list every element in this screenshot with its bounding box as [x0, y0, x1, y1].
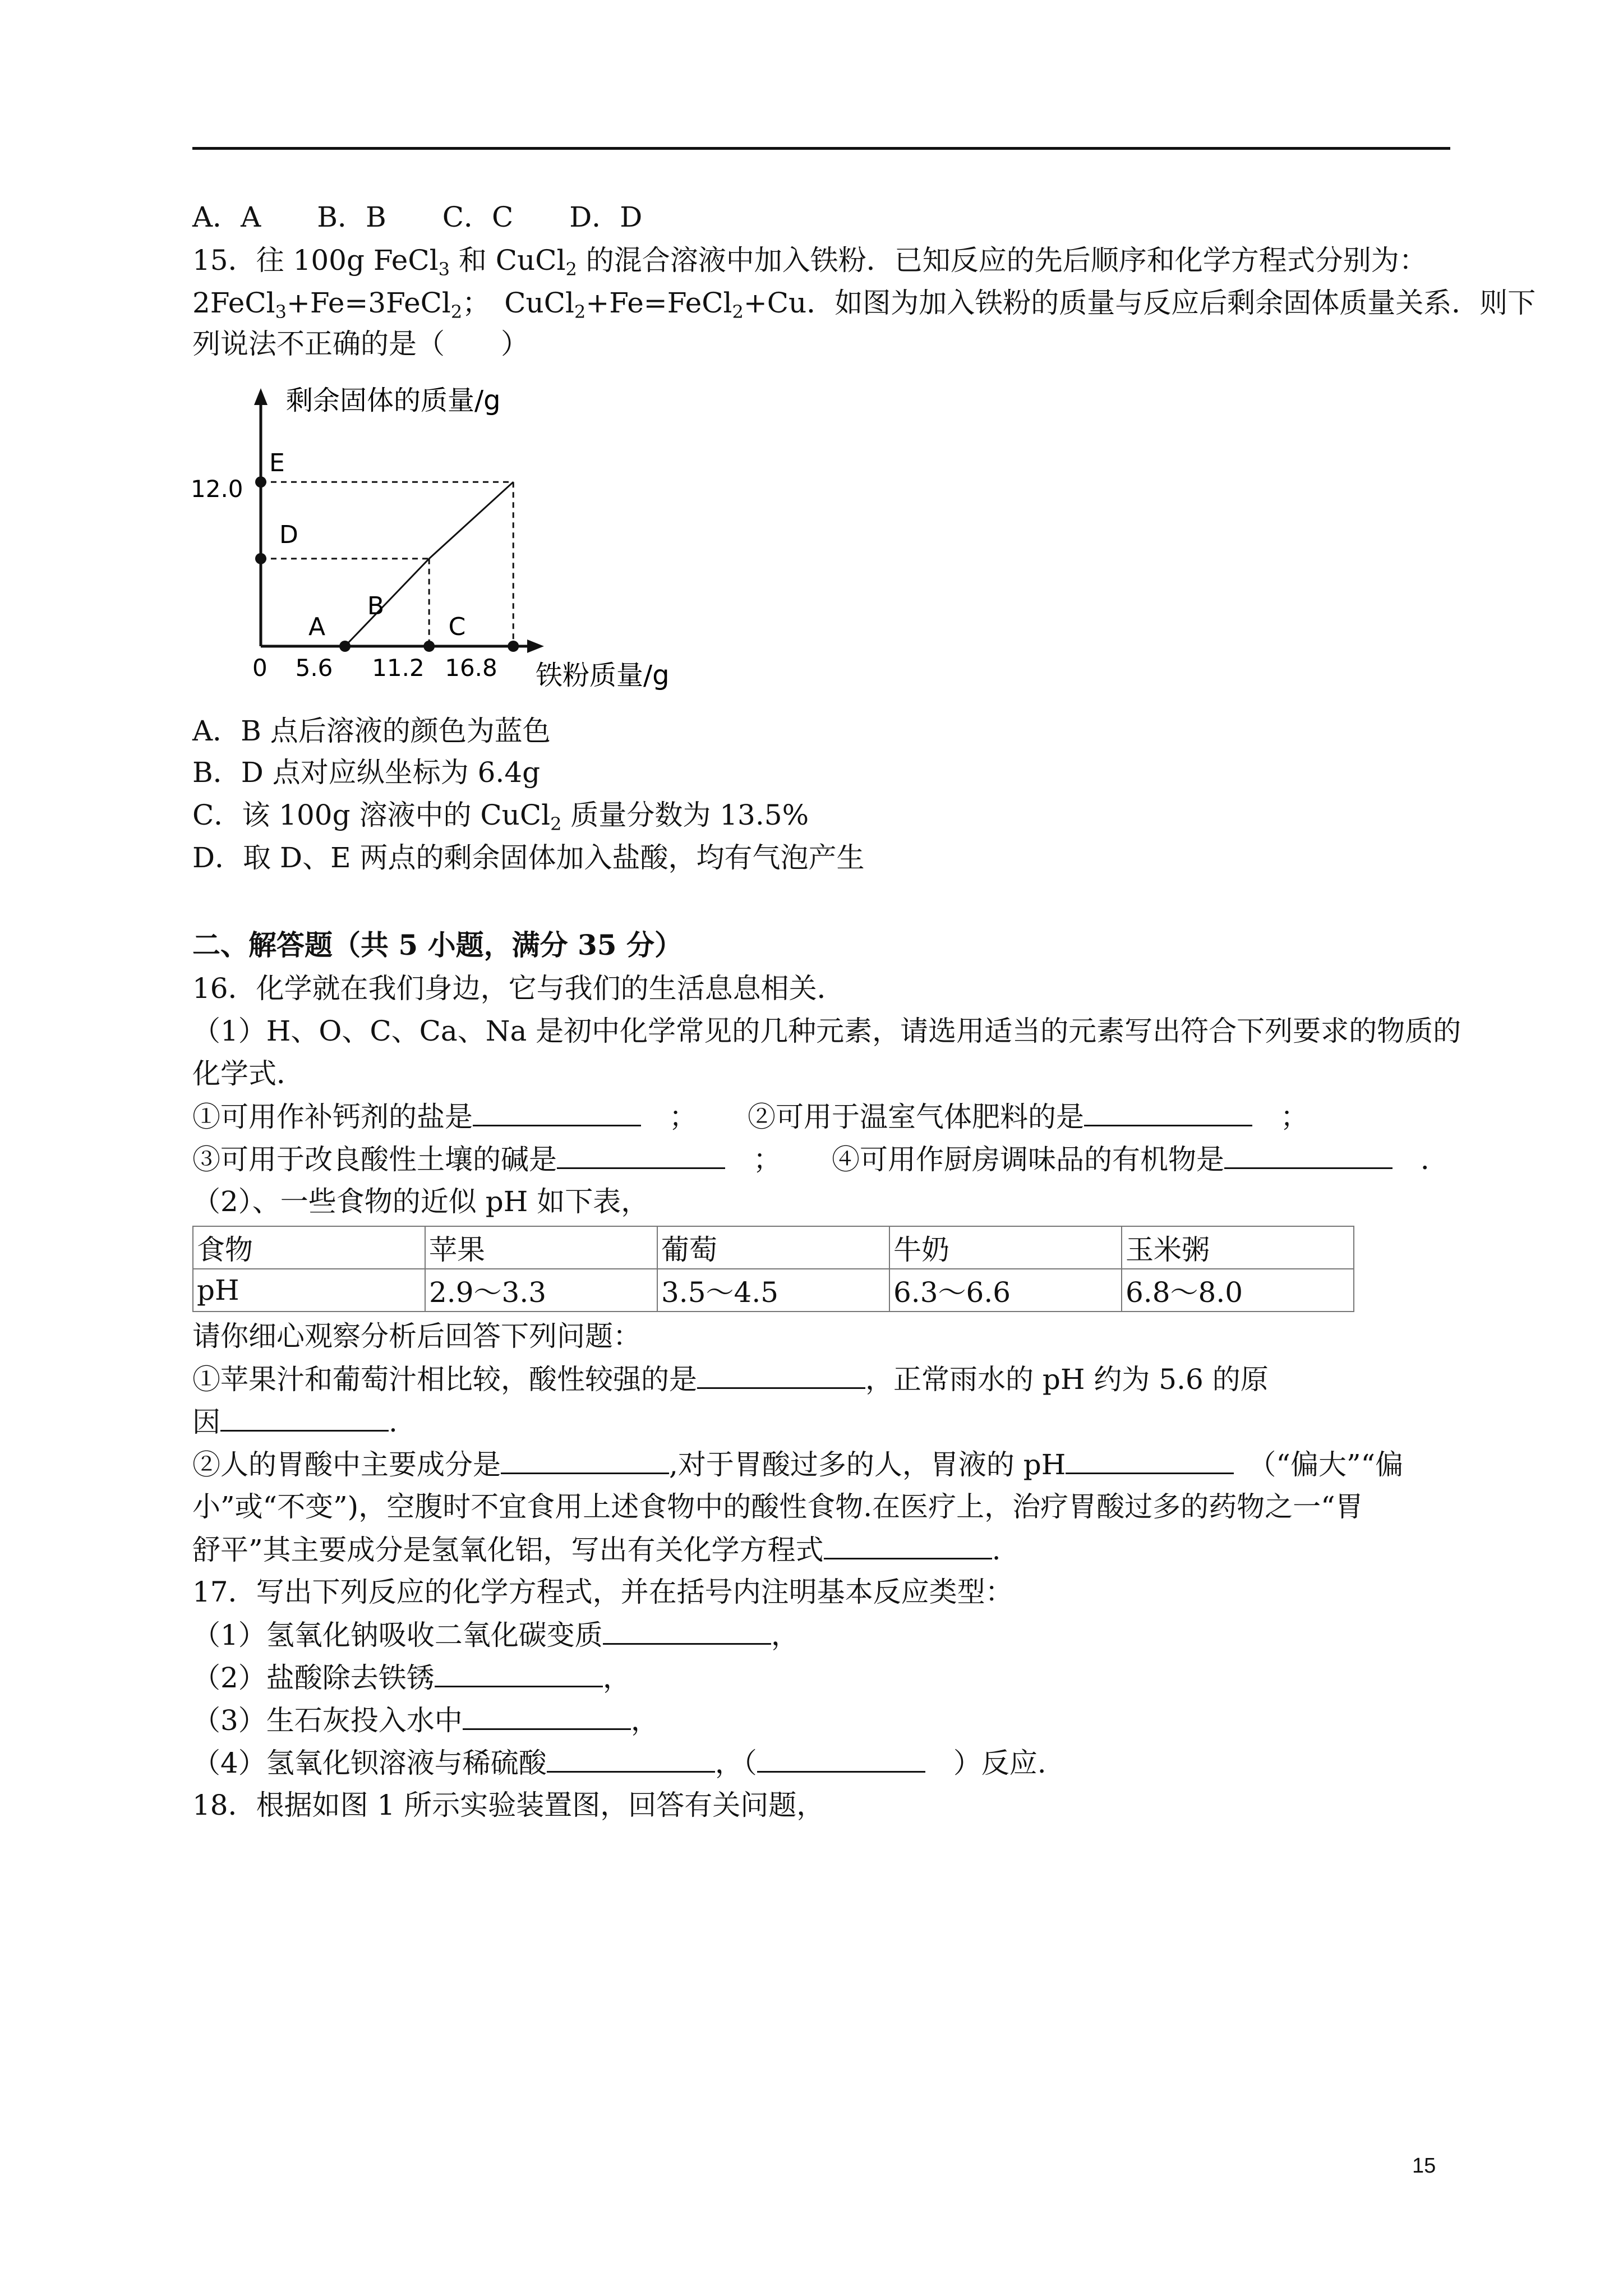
q16-question2-cont: 小”或“不变”)，空腹时不宜食用上述食物中的酸性食物.在医疗上，治疗胃酸过多的药物之一“胃: [192, 1490, 1363, 1523]
q16-question2: ②人的胃酸中主要成分是 ,对于胃酸过多的人，胃液的 pH （“偏大”“偏: [192, 1443, 1450, 1485]
table-row: [193, 1226, 1354, 1269]
q15-option-b: B．D 点对应纵坐标为 6.4g: [192, 756, 541, 789]
answer-blank[interactable]: [463, 1699, 631, 1730]
q14-options: A．A B．B C．C D．D: [192, 201, 643, 233]
answer-blank[interactable]: [1066, 1443, 1234, 1474]
q17-item3: （3）生石灰投入水中 ，: [192, 1699, 1450, 1741]
answer-blank[interactable]: [757, 1742, 925, 1773]
table-cell: 牛奶: [889, 1226, 1122, 1269]
table-cell: 6.8～8.0: [1122, 1269, 1354, 1312]
q17-item2: （2）盐酸除去铁锈 ，: [192, 1657, 1450, 1699]
data-point-x-axis: [508, 641, 519, 652]
q16-ask: 请你细心观察分析后回答下列问题：: [192, 1320, 641, 1352]
answer-blank[interactable]: [1084, 1096, 1252, 1126]
point-label-a: A: [308, 613, 326, 641]
table-row: [193, 1269, 1354, 1312]
point-label-d: D: [279, 521, 298, 549]
q15-chart: [185, 365, 690, 701]
ph-table: [192, 1226, 1354, 1312]
y-tick-label: 12.0: [191, 475, 243, 503]
q16-part1-line2: 化学式．: [192, 1057, 305, 1090]
point-label-e: E: [269, 449, 285, 477]
table-cell: 苹果: [425, 1226, 657, 1269]
q16-items-row2: ③可用于改良酸性土壤的碱是 ； ④可用作厨房调味品的有机物是 ．: [192, 1138, 1450, 1180]
q16-part2: （2）、一些食物的近似 pH 如下表，: [192, 1185, 649, 1218]
x-tick-label: 16.8: [445, 654, 497, 682]
x-tick-label: 11.2: [372, 654, 425, 682]
q17-item4: （4）氢氧化钡溶液与稀硫酸 ，（ ）反应.: [192, 1742, 1450, 1784]
answer-blank[interactable]: [435, 1657, 603, 1687]
data-point-x-axis: [423, 641, 435, 652]
q16-question2-end: 舒平”其主要成分是氢氧化铝，写出有关化学方程式 .: [192, 1529, 1450, 1571]
y-axis-label: 剩余固体的质量/g: [286, 385, 501, 416]
answer-blank[interactable]: [220, 1401, 389, 1432]
q15-line2: 2FeCl$_3$+Fe=3FeCl$_2$； CuCl$_2$+Fe=FeCl$_2$+Cu．如图为加入铁粉的质量与反应后剩余固体质量关系．则下: [192, 287, 1536, 323]
data-point-x-axis: [339, 641, 351, 652]
point-label-b: B: [367, 592, 385, 620]
x-axis-label: 铁粉质量/g: [536, 660, 670, 691]
x-axis-arrow: [527, 639, 544, 653]
section-heading: 二、解答题（共 5 小题，满分 35 分）: [192, 928, 683, 961]
q15-option-a: A．B 点后溶液的颜色为蓝色: [192, 715, 551, 747]
chart-guides: [261, 482, 513, 646]
q17-item1: （1）氢氧化钠吸收二氧化碳变质 ，: [192, 1614, 1450, 1656]
table-cell: 食物: [193, 1226, 425, 1269]
q15-option-c: C．该 100g 溶液中的 CuCl$_2$ 质量分数为 13.5%: [192, 799, 809, 835]
q16-question1-cont: 因 .: [192, 1401, 1450, 1443]
table-cell: 葡萄: [657, 1226, 889, 1269]
table-cell: 6.3～6.6: [889, 1269, 1122, 1312]
q16-part1-line1: （1）H、O、C、Ca、Na 是初中化学常见的几种元素，请选用适当的元素写出符合下列要求的物质的: [192, 1015, 1461, 1047]
data-point-y-axis: [255, 476, 266, 487]
q16-question1: ①苹果汁和葡萄汁相比较，酸性较强的是 ，正常雨水的 pH 约为 5.6 的原: [192, 1358, 1450, 1400]
q18-title: 18．根据如图 1 所示实验装置图，回答有关问题，: [192, 1789, 825, 1821]
table-cell: 2.9～3.3: [425, 1269, 657, 1312]
q15-line3: 列说法不正确的是（ ）: [192, 328, 529, 360]
answer-blank[interactable]: [697, 1358, 865, 1389]
origin-label: 0: [252, 654, 268, 682]
data-point-y-axis: [255, 553, 266, 564]
answer-blank[interactable]: [824, 1529, 992, 1559]
table-cell: pH: [193, 1269, 425, 1312]
q15-option-d: D．取 D、E 两点的剩余固体加入盐酸，均有气泡产生: [192, 841, 865, 874]
q17-title: 17．写出下列反应的化学方程式，并在括号内注明基本反应类型：: [192, 1576, 1013, 1608]
y-axis-arrow: [254, 388, 268, 405]
table-cell: 玉米粥: [1122, 1226, 1354, 1269]
q16-items-row1: ①可用作补钙剂的盐是 ； ②可用于温室气体肥料的是 ；: [192, 1096, 1450, 1138]
answer-blank[interactable]: [547, 1742, 715, 1773]
chart-marks: [255, 476, 519, 652]
x-tick-label: 5.6: [295, 654, 333, 682]
answer-blank[interactable]: [603, 1614, 771, 1645]
header-rule: [192, 147, 1450, 150]
answer-blank[interactable]: [557, 1138, 725, 1169]
table-cell: 3.5～4.5: [657, 1269, 889, 1312]
point-label-c: C: [448, 613, 466, 641]
q15-line1: 15．往 100g FeCl$_3$ 和 CuCl$_2$ 的混合溶液中加入铁粉．已知反应的先后顺序和化学方程式分别为：: [192, 244, 1427, 280]
answer-blank[interactable]: [473, 1096, 641, 1126]
q16-title: 16．化学就在我们身边，它与我们的生活息息相关．: [192, 972, 845, 1005]
page-number: 15: [1412, 2154, 1436, 2178]
answer-blank[interactable]: [1224, 1138, 1393, 1169]
answer-blank[interactable]: [501, 1443, 669, 1474]
